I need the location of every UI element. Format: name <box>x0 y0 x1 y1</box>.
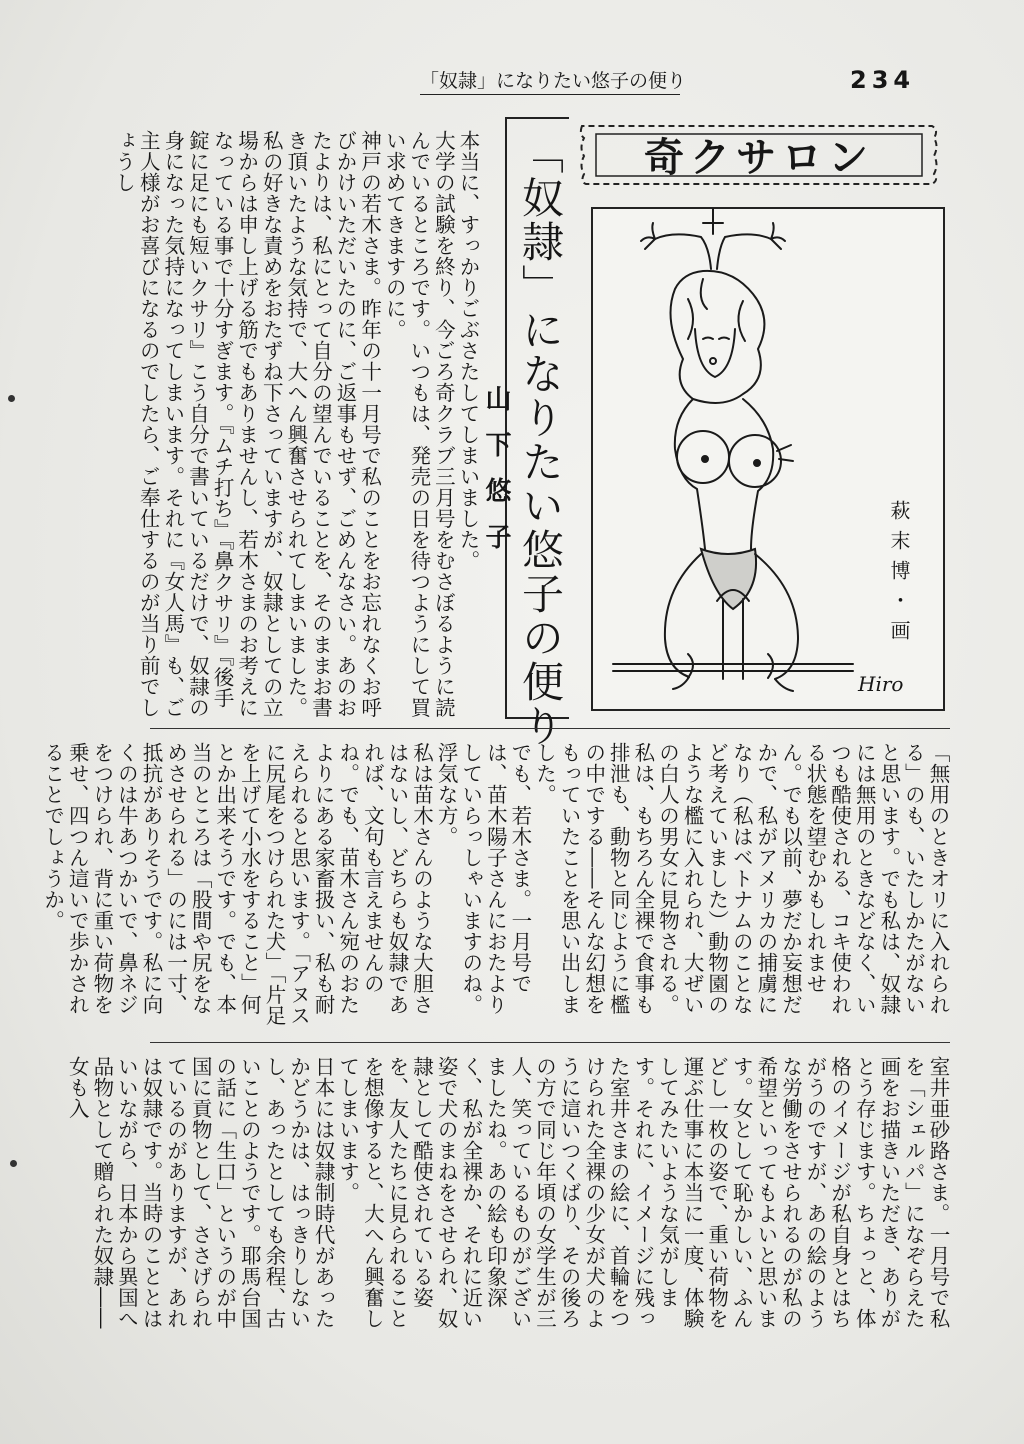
tier-divider <box>150 1042 950 1043</box>
artist-credit: 萩末博・画 <box>887 500 911 650</box>
paragraph: でも、若木さま。一月号では、苗木陽子さんにおたよりしていらっしゃいますのね。浮気な方。 <box>434 742 532 1015</box>
salon-header <box>576 118 942 190</box>
paragraph: 室井亜砂路さま。一月号で私を「シェルパ」になぞらえた画をお描きいただき、ありがとう存じます。ちょっと、体格のイメージが私自身とはちがうのですが、あの絵のような労働をさせられるのが私の希望といってもよいと思います。女として恥かしい、ふんどし一枚の姿で、重い荷物を運ぶ仕事に本当に一度、体験してみたいような気がします。それに、イメージに残った室井さまの絵に、首輪をつけられた全裸の少女が犬のように這いつくばり、その後ろの方で同じ年頃の女学生が三人、笑っているものがございましたね。あの絵も印象深く、私が全裸か、それに近い姿で犬のまねをさせられ、奴隷として酷使されている姿を、友人たちに見られることを想像すると、大へん興奮してしまいます。 <box>335 1056 950 1329</box>
paragraph: 私は苗木さんのような大胆さはないし、どちらも奴隷であれば、文句も言えませんのね。でも、苗木さん宛のおたよりにある家畜扱い、私も耐えられると思います。「アヌスに尻尾をつけられた犬」「片足を上げて小水をすること」何とか出来そうです。でも、本当のところは「股間や尻をなめさせられる」のには一寸、抵抗がありそうです。私に向くのは牛あつかいで、鼻ネジをつけられ、背に重い荷物を乗せ、四つん這いで歩かされることでしょうか。 <box>40 742 434 1026</box>
running-title: 「奴隷」になりたい悠子の便り <box>420 68 680 95</box>
paragraph: 日本には奴隷制時代があったかどうかは、はっきりしないし、あったとしても余程、古いことのようです。耶馬台国の話に「生口」というのが中国に貢物として、ささげられているのがありますが、あれは奴隷です。当時のこととはいいながら、日本から異国へ品物として贈られた奴隷――女も入 <box>65 1056 336 1329</box>
binding-hole-mark <box>10 1160 17 1167</box>
body-block-top-left <box>111 130 480 720</box>
page-number: 234 <box>850 66 916 94</box>
article-title: 「奴隷」になりたい悠子の便り <box>516 132 565 748</box>
body-block-middle <box>40 742 950 1034</box>
author-name: 山下悠子 <box>481 385 511 569</box>
paragraph: 「無用のときオリに入れられる」のも、いたしかたがないと思います。でも私は、奴隷には無用のときなどなく、いつも酷使される、コキ使われる状態を望むかもしれません。でも以前、夢だか妄想だかで、私がアメリカの捕虜になり（私はベトナムのことなど考えていました）動物園のような檻に入れられ、大ぜいの白人の男女に見物される。私は、もちろん全裸で食事も排泄も、動物と同じように檻の中でする――そんな幻想をもっていたことを思い出しました。 <box>532 742 950 1015</box>
salon-title: 奇クサロン <box>644 134 874 181</box>
paragraph: 神戸の若木さま。昨年の十一月号で私のことをお忘れなくお呼びかけいただいたのに、ご返事もせず、ごめんなさい。あのおたよりは、私にとって自分の望んでいることを、そのままお書き頂いたような気持で、大へん興奮させられてしまいました。私の好きな責めをおたずね下さっていますが、奴隷としての立場からは申し上げる筋でもありませんし、若木さまのお考えになっている事で十分すぎます。『ムチ打ち』『鼻クサリ』『後手錠に足にも短いクサリ』こう自分で書いているだけで、奴隷の身になった気持になってしまいます。それに『女人馬』も、ご主人様がお喜びになるのでしたら、ご奉仕するのが当り前でしょうし <box>111 130 382 718</box>
binding-hole-mark <box>8 395 15 402</box>
paragraph: 本当に、すっかりごぶさたしてしまいました。 <box>456 130 480 571</box>
paragraph: 大学の試験を終り、今ごろ奇クラブ三月号をむさぼるように読んでいるところです。いつもは、発売の日を待つようにして買い求めてきますのに。 <box>382 130 456 718</box>
tier-divider <box>150 728 950 729</box>
body-block-bottom <box>65 1056 950 1348</box>
artist-signature: Hiro <box>858 672 904 696</box>
